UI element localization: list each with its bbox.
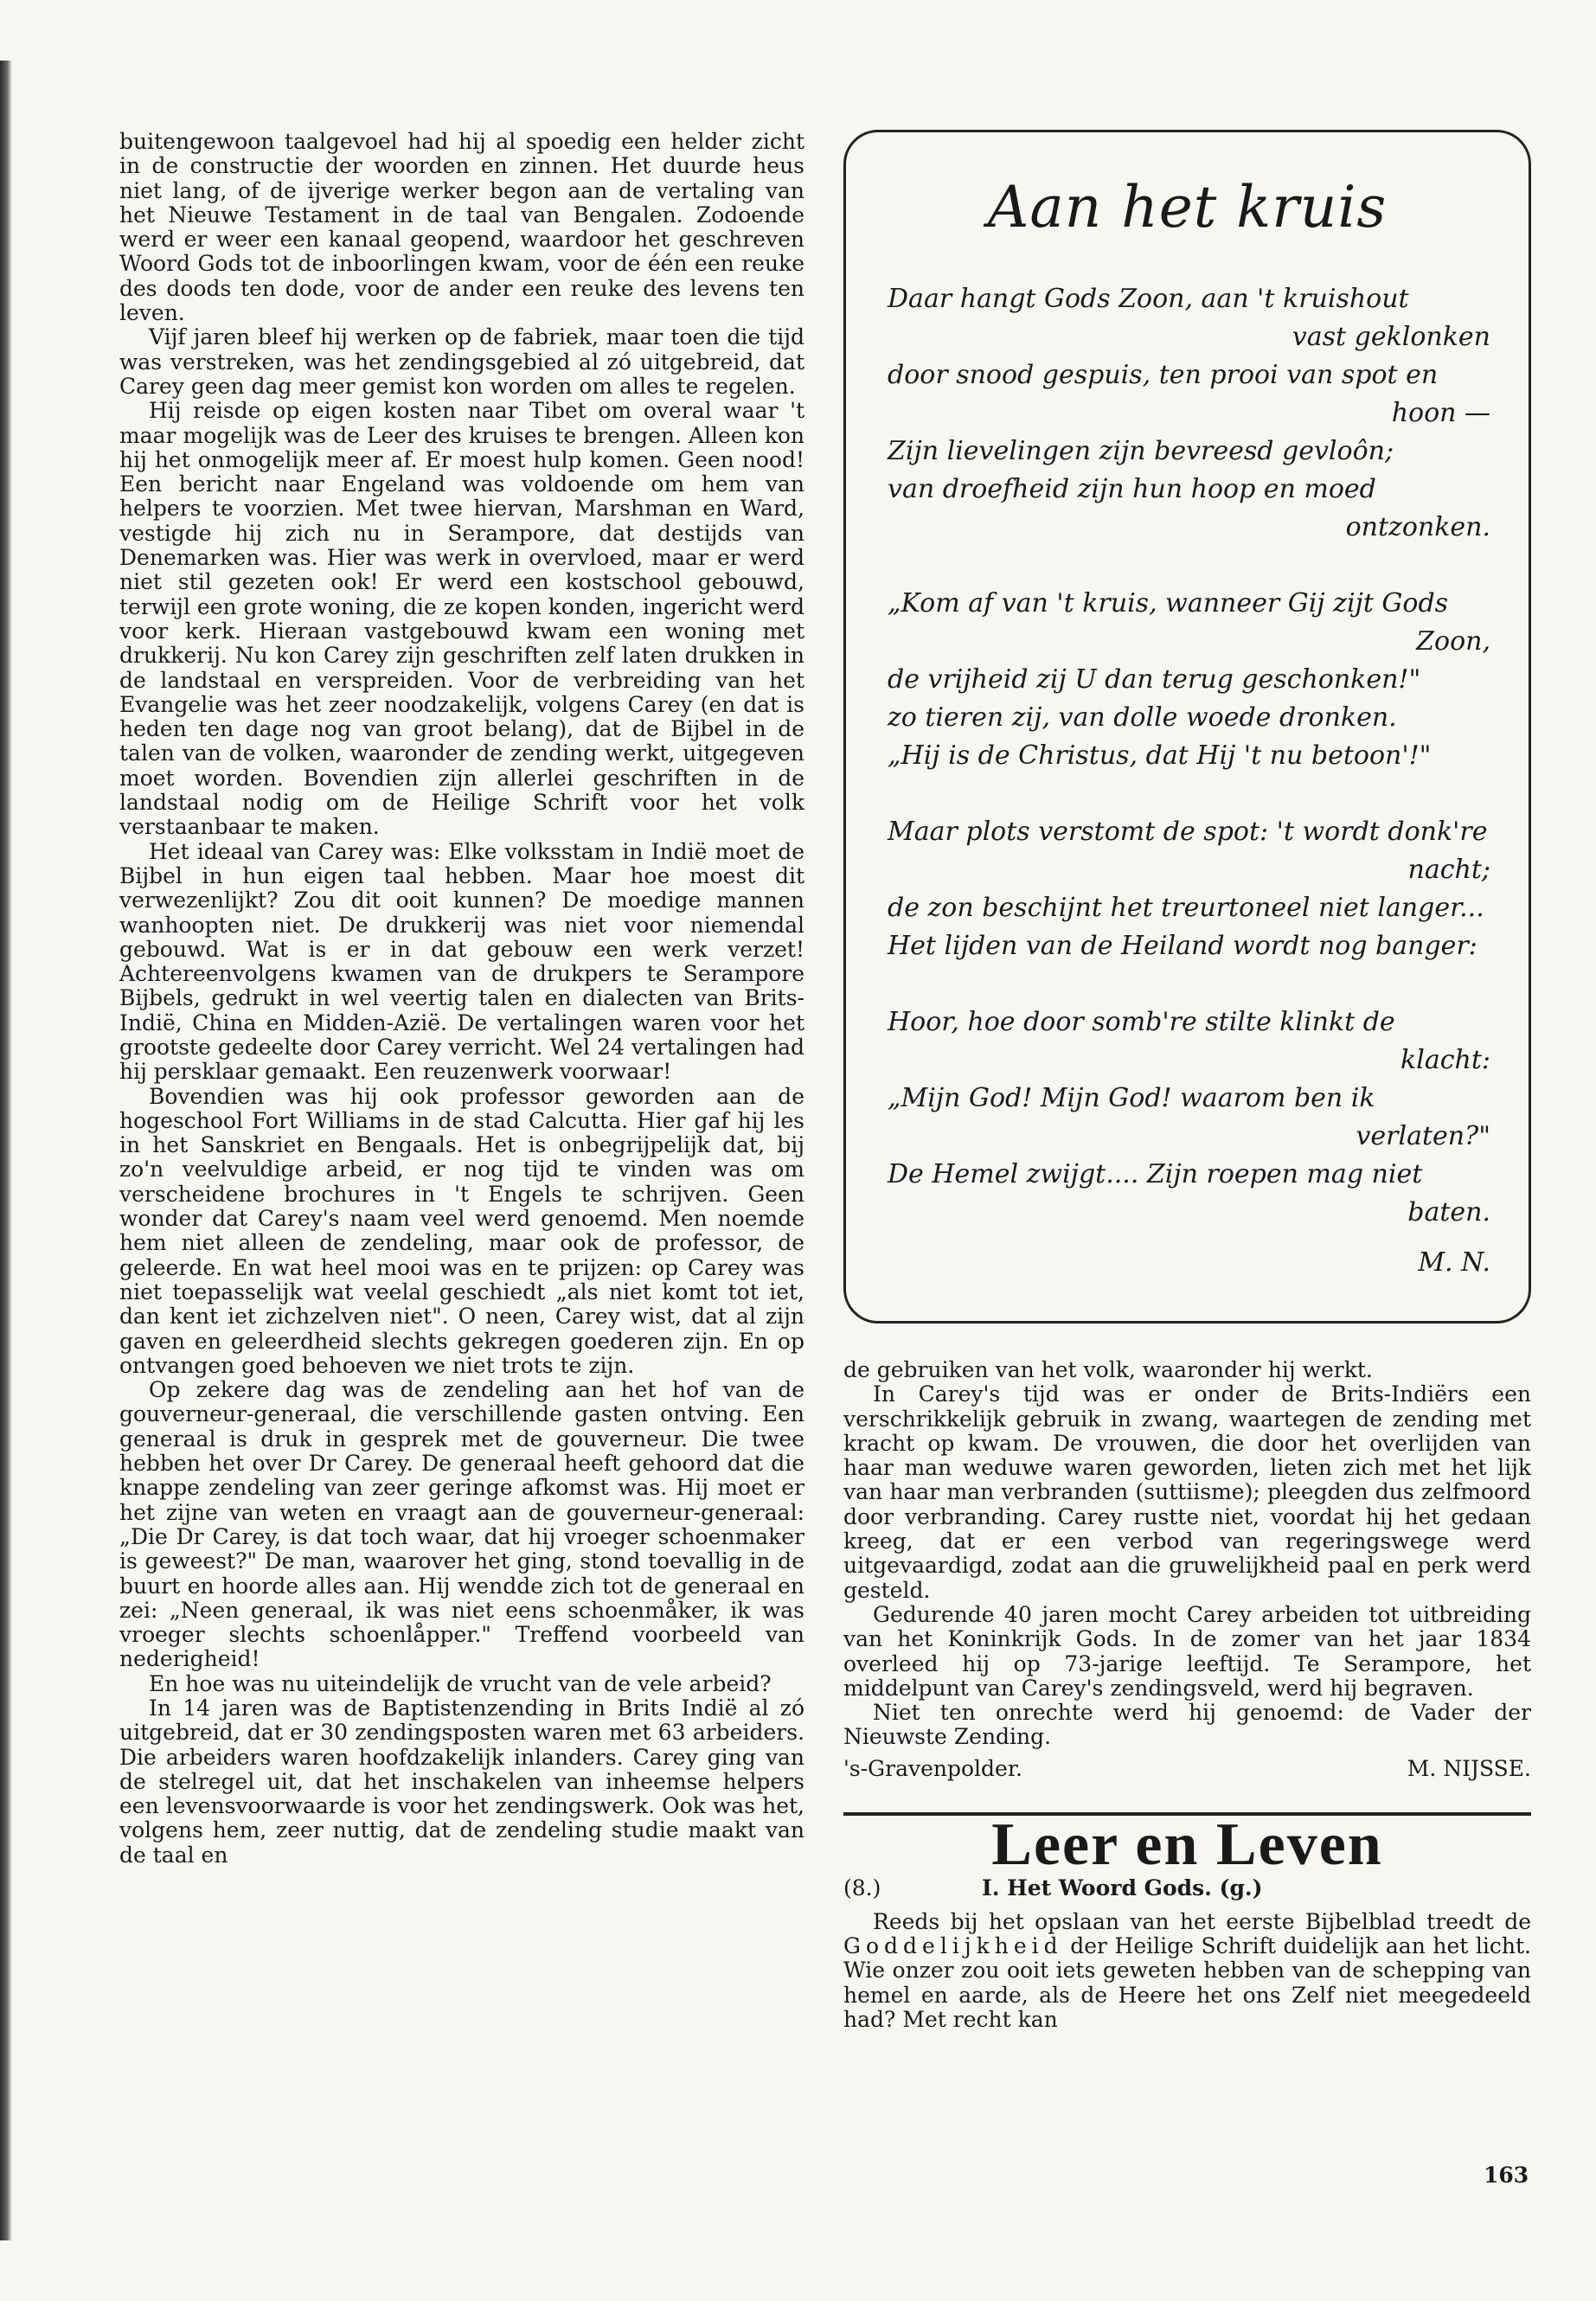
poem-line: De Hemel zwijgt.... Zijn roepen mag niet [888,1159,1423,1189]
paragraph: En hoe was nu uiteindelijk de vrucht van de vele arbeid? [149,1670,772,1696]
poem-line: van droefheid zijn hun hoop en moed [888,474,1376,504]
poem-line: „Kom af van 't kruis, wanneer Gij zijt Gods [888,588,1449,619]
poem-line: Zoon, [1416,626,1490,657]
section-subheading [843,1876,1531,1900]
article-signature [843,1757,1531,1781]
text-run: Reeds bij het opslaan van het eerste Bijbelblad treedt de [873,1908,1531,1934]
poem-stanza [888,1003,1490,1232]
paragraph: Gedurende 40 jaren mocht Carey arbeiden tot uitbreiding van het Koninkrijk Gods. In de zomer van het jaar 1834 overleed hij op 73-jarige leeftijd. Te Serampore, het middelpunt van Carey's zendingsveld, werd hij begraven. [843,1601,1531,1701]
paragraph: Vijf jaren bleef hij werken op de fabriek, maar toen die tijd was verstreken, was het zendingsgebied al zó uitgebreid, dat Carey geen dag meer gemist kon worden om alles te regelen. [119,324,804,399]
paragraph: Hij reisde op eigen kosten naar Tibet om overal waar 't maar mogelijk was de Leer des kruises te brengen. Alleen kon hij het onmogelijk meer af. Er moest hulp komen. Geen nood! Een bericht naar Engeland was voldoende om hem van helpers te voorzien. Met twee hiervan, Marshman en Ward, vestigde hij zich nu in Serampore, dat destijds van Denemarken was. Hier was werk in overvloed, maar er werd niet stil gezeten ook! Er werd een kostschool gebouwd, terwijl een grote woning, die ze kopen konden, ingericht werd voor kerk. Hieraan vastgebouwd kwam een woning met drukkerij. Nu kon Carey zijn geschriften zelf laten drukken in de landstaal en verspreiden. Voor de verbreiding van het Evangelie was het zeer noodzakelijk, volgens Carey (en dat is heden ten dage nog van groot belang), dat de Bijbel in de talen van de volken, waaronder de zending werkt, uitgegeven moet worden. Bovendien zijn allerlei geschriften in de landstaal nodig om de Heilige Schrift voor het volk verstaanbaar te maken. [119,398,804,840]
paragraph: de gebruiken van het volk, waaronder hij werkt. [843,1357,1373,1382]
poem-line: ontzonken. [1345,512,1490,542]
poem-line: „Mijn God! Mijn God! waarom ben ik [888,1083,1375,1113]
section-paragraph [843,1910,1531,2032]
poem-body [888,280,1490,1232]
poem-line: Daar hangt Gods Zoon, aan 't kruishout [888,284,1409,314]
poem-stanza [888,813,1490,965]
section-subtitle: I. Het Woord Gods. (g.) [982,1875,1263,1901]
poem-line: baten. [1407,1197,1490,1227]
poem-line: vast geklonken [1292,322,1490,352]
poem-line: de zon beschijnt het treurtoneel niet langer... [888,893,1484,923]
section-number: (8.) [843,1875,881,1901]
poem-signature: M. N. [1418,1247,1490,1278]
poem-line: Zijn lievelingen zijn bevreesd gevloôn; [888,436,1394,466]
paragraph: Niet ten onrechte werd hij genoemd: de Vader der Nieuwste Zending. [843,1700,1531,1750]
poem-line: „Hij is de Christus, dat Hij 't nu betoon'!" [888,740,1432,771]
poem-line: klacht: [1401,1045,1490,1075]
place-name: 's-Gravenpolder. [843,1755,1022,1781]
paragraph: Op zekere dag was de zendeling aan het hof van de gouverneur-generaal, die verschillende gasten ontving. Een generaal is druk in gesprek met de gouverneur. Die twee hebben het over Dr Carey. De generaal heeft gehoord dat die knappe zendeling van zeer geringe afkomst was. Hij moet er het zijne van weten en vraagt aan de gouverneur-generaal: „Die Dr Carey, is dat toch waar, dat hij vroeger schoenmaker is geweest?" De man, waarover het ging, stond toevallig in de buurt en hoorde alles aan. Hij wendde zich tot de generaal en zei: „Neen generaal, ik was niet eens schoenmåker, ik was vroeger slechts schoenlåpper." Treffend voorbeeld van nederigheid! [119,1377,804,1672]
poem-title: Aan het kruis [987,174,1388,240]
poem-line: de vrijheid zij U dan terug geschonken!" [888,664,1421,695]
poem-line: Maar plots verstomt de spot: 't wordt donk're [888,817,1488,847]
poem-line: Het lijden van de Heiland wordt nog banger: [888,931,1477,961]
right-column [843,1358,1531,2032]
poem-stanza [888,585,1490,775]
poem-box [843,130,1531,1324]
text-run: der Heilige Schrift duidelijk aan het licht. Wie onzer zou ooit iets geweten hebben van de schepping van hemel en aarde, als de Heere het ons Zelf niet meegedeeld had? Met recht kan [843,1932,1531,2032]
spaced-word: Goddelijkheid [843,1932,1063,1958]
poem-line: Hoor, hoe door somb're stilte klinkt de [888,1007,1395,1037]
poem-line: hoon — [1391,398,1490,428]
paragraph: Het ideaal van Carey was: Elke volksstam in Indië moet de Bijbel in hun eigen taal hebben. Maar hoe moest dit verwezenlijkt? Zou dit ooit kunnen? De moedige mannen wanhoopten niet. De drukkerij was niet voor niemendal gebouwd. Wat is er in dat gebouw een werk verzet! Achtereenvolgens kwamen van de drukpers te Serampore Bijbels, gedrukt in wel veertig talen en dialecten van Brits-Indië, China en Midden-Azië. De vertalingen waren voor het grootste gedeelte door Carey verricht. Wel 24 vertalingen had hij persklaar gemaakt. Een reuzenwerk voorwaar! [119,838,804,1085]
page-binding-edge [0,61,12,2240]
poem-line: zo tieren zij, van dolle woede dronken. [888,702,1397,733]
left-column [119,130,804,1868]
poem-line: nacht; [1407,855,1490,885]
paragraph: Bovendien was hij ook professor geworden aan de hogeschool Fort Williams in de stad Calcutta. Hier gaf hij les in het Sanskriet en Bengaals. Het is onbegrijpelijk dat, bij zo'n veelvuldige arbeid, er nog tijd te vinden was om verscheidene brochures in 't Engels te schrijven. Geen wonder dat Carey's naam veel werd genoemd. Men noemde hem niet alleen de zendeling, maar ook de professor, de geleerde. En wat heel mooi was en te prijzen: op Carey was niet toepasselijk wat veelal geschiedt „als niet komt tot iet, dan kent iet zichzelven niet". O neen, Carey wist, dat al zijn gaven en geleerdheid slechts gekregen goederen zijn. En op ontvangen goed behoeven we niet trots te zijn. [119,1083,804,1378]
poem-line: verlaten?" [1356,1121,1490,1151]
section-title: Leer en Leven [991,1811,1383,1879]
paragraph: In 14 jaren was de Baptistenzending in Brits Indië al zó uitgebreid, dat er 30 zendingsposten waren met 63 arbeiders. Die arbeiders waren hoofdzakelijk inlanders. Carey ging van de stelregel uit, dat het inschakelen van inheemse helpers een levensvoorwaarde is voor het zendingswerk. Ook was het, volgens hem, zeer nuttig, dat de zendeling studie maakt van de taal en [119,1695,804,1868]
author-name: M. NIJSSE. [1407,1755,1531,1781]
page-number: 163 [1484,2163,1529,2188]
paragraph: buitengewoon taalgevoel had hij al spoedig een helder zicht in de constructie der woorden en zinnen. Het duurde heus niet lang, of de ijverige werker begon aan de vertaling van het Nieuwe Testament in de taal van Bengalen. Zodoende werd er weer een kanaal geopend, waardoor het geschreven Woord Gods tot de inboorlingen kwam, voor de één een reuke des doods ten dode, voor de ander een reuke des levens ten leven. [119,129,804,326]
paragraph: In Carey's tijd was er onder de Brits-Indiërs een verschrikkelijk gebruik in zwang, waartegen de zending met kracht op kwam. De vrouwen, die door het overlijden van haar man weduwe waren geworden, lieten zich met het lijk van haar man verbranden (suttiisme); pleegden dus zelfmoord door verbranding. Carey rustte niet, voordat hij het gedaan kreeg, dat er een verbod van regeringswege werd uitgevaardigd, zodat aan die gruwelijkheid paal en perk werd gesteld. [843,1381,1531,1603]
poem-stanza [888,280,1490,547]
poem-line: door snood gespuis, ten prooi van spot en [888,360,1439,390]
